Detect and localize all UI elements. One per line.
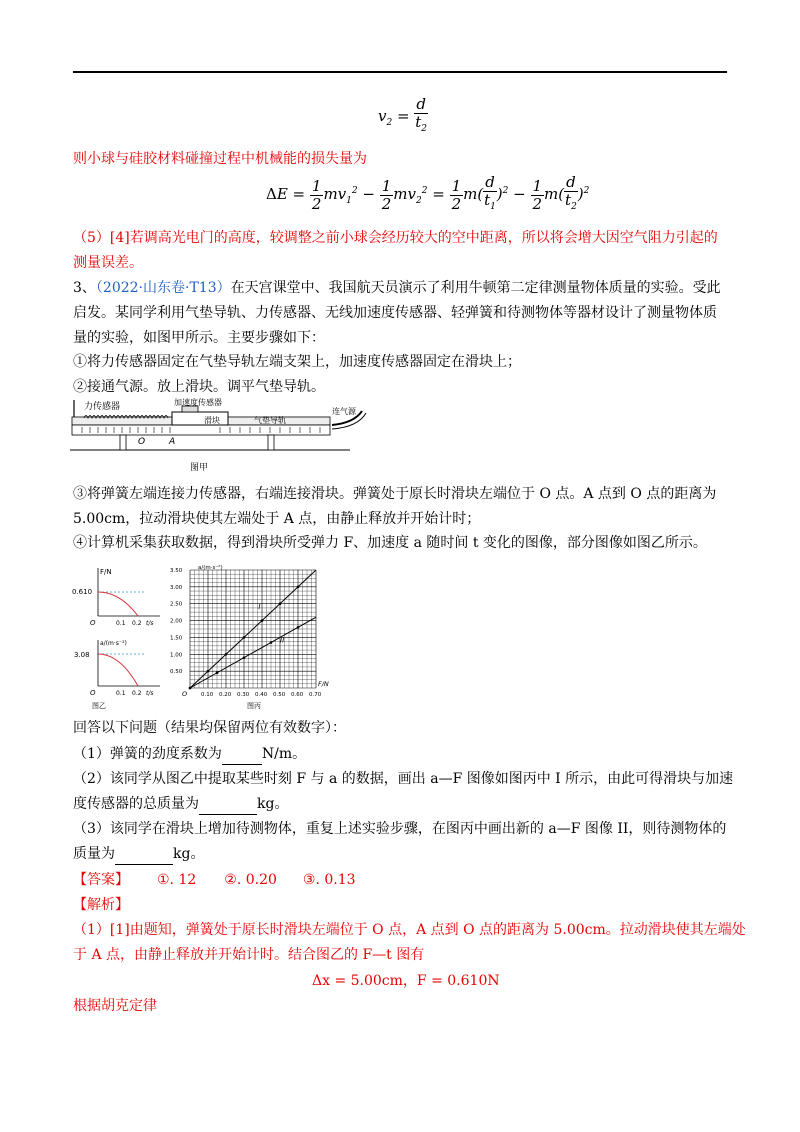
figure-jia-apparatus bbox=[70, 398, 390, 476]
question-2-line2: 度传感器的总质量为 kg。 bbox=[73, 794, 288, 815]
question-3s-line1: （3）该同学在滑块上增加待测物体，重复上述实验步骤，在图丙中画出新的 a—F 图像 II，则待测物体的 bbox=[73, 821, 727, 837]
svg-text:F/N: F/N bbox=[100, 568, 112, 576]
y-tick-label: 1.50 bbox=[170, 635, 183, 642]
y-tick-label: 2.50 bbox=[170, 601, 183, 608]
analysis-equation: Δx = 5.00cm，F = 0.610N bbox=[312, 973, 500, 989]
answer-blank-2[interactable] bbox=[199, 794, 257, 815]
y-tick-label: 1.00 bbox=[170, 652, 183, 659]
question-1: （1）弹簧的劲度系数为 N/m。 bbox=[73, 744, 306, 765]
loss-intro: 则小球与硅胶材料碰撞过程中机械能的损失量为 bbox=[73, 151, 367, 167]
chart-title: 图丙 bbox=[247, 702, 261, 710]
svg-text:滑块: 滑块 bbox=[204, 416, 220, 425]
data-point-II bbox=[243, 656, 246, 659]
question-2-line1: （2）该同学从图乙中提取某些时刻 F 与 a 的数据，画出 a—F 图像如图丙中 I 所示，由此可得滑块与加速 bbox=[73, 771, 734, 787]
series-label-I: I bbox=[258, 602, 261, 611]
y-tick-label: 2.00 bbox=[170, 618, 183, 625]
data-point-II bbox=[189, 687, 192, 690]
step-2: ②接通气源。放上滑块。调平气垫导轨。 bbox=[73, 379, 325, 395]
question-3s-line2: 质量为 kg。 bbox=[73, 844, 204, 865]
svg-text:连气源: 连气源 bbox=[332, 407, 356, 416]
answer-blank-1[interactable] bbox=[222, 744, 262, 765]
x-tick-label: 0.50 bbox=[273, 692, 286, 698]
y-tick-label: 3.00 bbox=[170, 584, 183, 591]
svg-text:0.1: 0.1 bbox=[116, 690, 126, 697]
answer-line: 【答案】 ①. 12 ②. 0.20 ③. 0.13 bbox=[73, 872, 356, 888]
figure-bing-chart bbox=[168, 562, 338, 714]
hooke-law: 根据胡克定律 bbox=[73, 998, 157, 1014]
svg-text:加速度传感器: 加速度传感器 bbox=[174, 398, 222, 407]
x-tick-label: 0.20 bbox=[219, 692, 232, 698]
data-point-II bbox=[270, 641, 273, 644]
data-point-I bbox=[207, 670, 210, 673]
analysis-line1: （1）[1]由题知，弹簧处于原长时滑块左端位于 O 点，A 点到 O 点的距离为 5.00cm。拉动滑块使其左端处 bbox=[73, 922, 746, 938]
y-tick-label: 0.50 bbox=[170, 669, 183, 676]
svg-text:3.08: 3.08 bbox=[74, 651, 90, 659]
svg-text:0.610: 0.610 bbox=[72, 588, 93, 596]
equation-energy-loss: ΔE = $\frac{1}{2}$ $mv_1^2$ − $\frac{1}{2}$ $mv_2^2$ = $\frac{1}{2}$ m( $\frac{d}{t_1}$ )$^2$ − $\frac{1}{2}$ m( $\frac{d}{t_2}$ )$^2$ bbox=[266, 173, 590, 213]
answer-blank-3[interactable] bbox=[115, 844, 173, 865]
x-tick-label: 0.10 bbox=[201, 692, 214, 698]
origin-label: O bbox=[182, 690, 188, 698]
svg-text:O: O bbox=[138, 437, 146, 447]
note-5-line1: （5）[4]若调高光电门的高度，较调整之前小球会经历较大的空中距离，所以将会增大因空气阻力引起的 bbox=[73, 230, 718, 246]
svg-text:气垫导轨: 气垫导轨 bbox=[254, 416, 286, 425]
answer-intro: 回答以下问题（结果均保留两位有效数字）： bbox=[73, 720, 346, 736]
svg-text:t/s: t/s bbox=[146, 620, 154, 627]
figure-yi-graphs bbox=[70, 562, 170, 712]
data-point-II bbox=[297, 626, 300, 629]
svg-text:0.2: 0.2 bbox=[132, 620, 142, 627]
svg-text:图甲: 图甲 bbox=[190, 463, 209, 473]
y-axis-label: a/(m·s⁻²) bbox=[198, 565, 223, 571]
analysis-line2: 于 A 点，由静止释放并开始计时。结合图乙的 F—t 图有 bbox=[73, 947, 425, 963]
question-3-line2: 启发。某同学利用气垫导轨、力传感器、无线加速度传感器、轻弹簧和待测物体等器材设计了测量物体质 bbox=[73, 305, 717, 321]
step-1: ①将力传感器固定在气垫导轨左端支架上，加速度传感器固定在滑块上； bbox=[73, 354, 521, 370]
step-4: ④计算机采集获取数据，得到滑块所受弹力 F、加速度 a 随时间 t 变化的图像，部分图像如图乙所示。 bbox=[73, 535, 707, 551]
svg-text:力传感器: 力传感器 bbox=[84, 402, 121, 412]
svg-text:图乙: 图乙 bbox=[92, 702, 106, 710]
x-tick-label: 0.70 bbox=[309, 692, 322, 698]
svg-text:0.2: 0.2 bbox=[132, 690, 142, 697]
question-3-line1: 3、（2022·山东卷·T13）在天宫课堂中、我国航天员演示了利用牛顿第二定律测量物体质量的实验。受此 bbox=[73, 280, 721, 296]
svg-text:A: A bbox=[169, 437, 176, 447]
data-point-I bbox=[261, 619, 264, 622]
svg-text:O: O bbox=[90, 689, 96, 697]
note-5-line2: 测量误差。 bbox=[73, 255, 143, 271]
svg-text:t/s: t/s bbox=[146, 690, 154, 697]
data-point-I bbox=[297, 586, 300, 589]
x-axis-label: F/N bbox=[318, 680, 329, 688]
series-label-II: II bbox=[280, 636, 285, 645]
header-rule bbox=[73, 71, 727, 73]
svg-text:0.1: 0.1 bbox=[116, 620, 126, 627]
x-tick-label: 0.30 bbox=[237, 692, 250, 698]
data-point-I bbox=[243, 636, 246, 639]
data-point-I bbox=[279, 602, 282, 605]
x-tick-label: 0.60 bbox=[291, 692, 304, 698]
data-point-II bbox=[216, 672, 219, 675]
question-3-line3: 量的实验，如图甲所示。主要步骤如下： bbox=[73, 330, 325, 346]
analysis-label: 【解析】 bbox=[73, 897, 129, 913]
x-tick-label: 0.40 bbox=[255, 692, 268, 698]
svg-text:O: O bbox=[90, 619, 96, 627]
data-point-I bbox=[225, 653, 228, 656]
step-3-line1: ③将弹簧左端连接力传感器，右端连接滑块。弹簧处于原长时滑块左端位于 O 点。A 点到 O 点的距离为 bbox=[73, 486, 717, 502]
svg-text:a/(m·s⁻²): a/(m·s⁻²) bbox=[100, 640, 127, 647]
step-3-line2: 5.00cm，拉动滑块使其左端处于 A 点，由静止释放并开始计时； bbox=[73, 511, 481, 527]
y-tick-label: 3.50 bbox=[170, 568, 183, 574]
equation-v2: $v_2$ = $\frac{d}{t_2}$ bbox=[378, 95, 428, 134]
